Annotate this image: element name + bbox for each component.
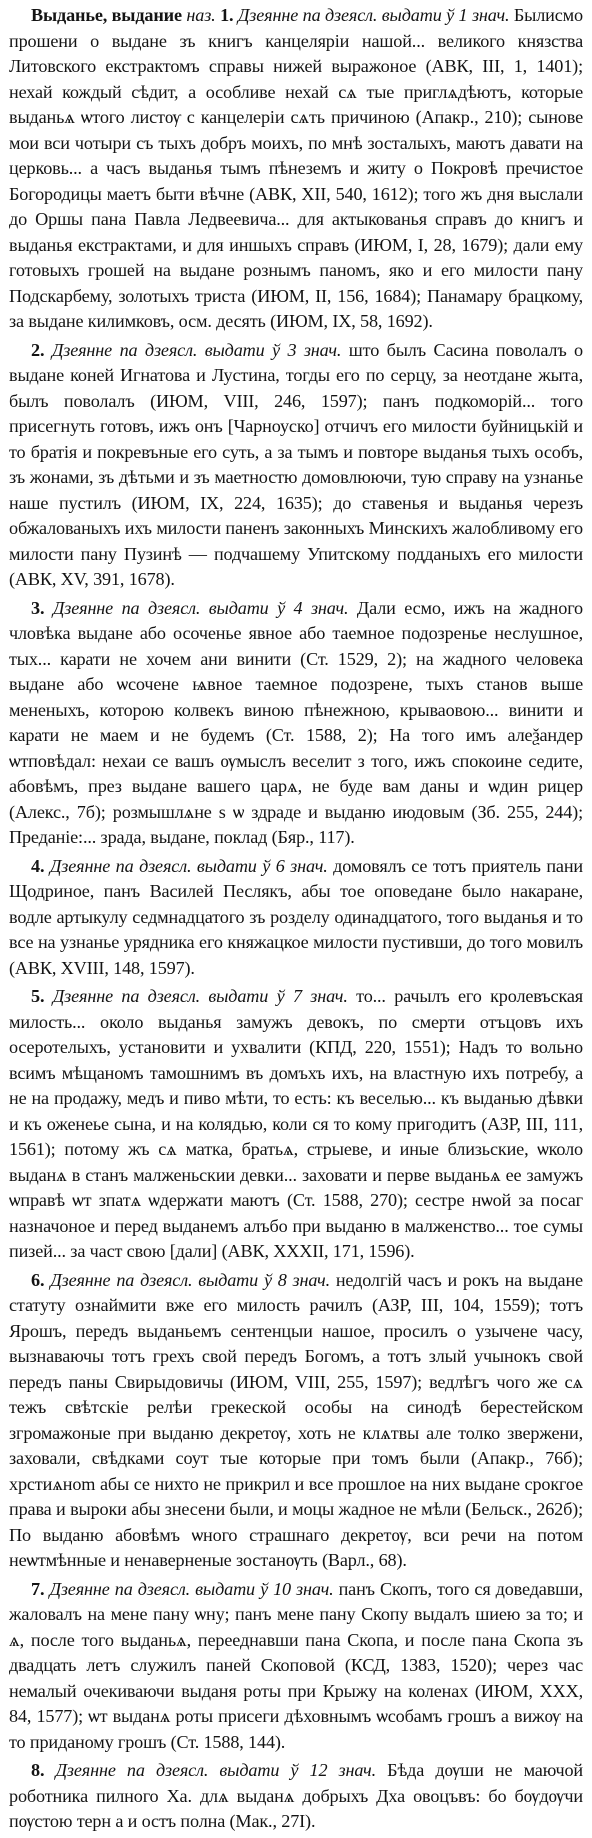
sense-definition: Дзеянне па дзеясл. выдати ў 10 знач. [49,1578,334,1599]
entry-sense-7 [9,1577,583,1756]
sense-citations: Дали есмо, ижъ на жадного чловѣка выдане або осоченье явное або таемное подозренье неслушное, тых... карати не хочем ани винити (Ст. 1529, 2); на жадного человека выдане або ѡсочене ѩвное таемное подозрене, тыхъ станов выше менeныхъ, которою колвекъ виною пѣнежною, крываовою... винити и карати не маем и не будемъ (Ст. 1588, 2); На того имъ алеѯандер ѡтповѣдал: нехаи се вашъ ѹмыслъ веселит з того, ижъ спокоине седите, абовѣмъ, през выдане вашего царѧ, не буде вам даны и ѡдин рицер (Алекс., 7б); розмышлѧне ѕ ѡ здраде и выданю июдовым (Зб. 255, 244); Преданiе:... зрада, выдане, поклад (Бяр., 117). [9,597,583,847]
sense-number: 2. [31,339,45,360]
sense-citations: недолгiй часъ и рокъ на выдане статуту ознаймити вже его милость рачилъ (АЗР, III, 104, 1559); тотъ Ярошъ, передъ выданьемъ сентенцыи нашое, просилъ о узычене часу, вызнаваючы тотъ грехъ свой передъ Богомъ, а тотъ злый учынокъ свой передъ паны Свирыдовичы (ИЮМ, VIII, 255, 1597); ведлѣгъ чого же сѧ тежъ свѣтскiе релѣи грекеской особы на синодѣ берестейском згромажоные при выданю декретѹ, хоть не клѧтвы але толко звержени, заховали, свѣдками соут тые которые при томъ были (Апакр., 76б); хрстиѧнom абы се нихто не прикрил и все прошлое на них выдане срокгое права и выроки абы знесени были, и моцы жадное не мѣли (Бельск., 262б); По выданю абовѣмъ ѡного страшнаго декретѹ, вси речи на потом неѡтмѣнные и ненавернeные зостанѹть (Варл., 68). [9,1269,583,1570]
sense-definition: Дзеянне па дзеясл. выдати ў 6 знач. [49,855,328,876]
entry-sense-6 [9,1268,583,1574]
sense-citations: што былъ Сасина поволалъ о выдане коней Игнатова и Лустина, тогды его по серцу, за неотдане жыта, былъ поволалъ (ИЮМ, VIII, 246, 1597); панъ подкоморiй... того присегнуть готовъ, ижъ онъ [Чарноуско] отчичъ его милости буйницькiй и то братiя и покревъные его суть, а за тымъ и повторе выданья тыхъ особъ, зъ жонами, зъ дѣтьми и зъ маетностю домовлюючи, тую справу на узнанье наше пустилъ (ИЮМ, IX, 224, 1635); до ставенья и выданья черезъ обжалованыхъ ихъ милости паненъ законныхъ Минскихъ жалобливому его милости пану Пузинѣ — подчашему Упитскому подданыхъ его милости (АВК, XV, 391, 1678). [9,339,584,589]
sense-citations: домовялъ се тотъ приятель пани Щодриноe, панъ Василей Песлякъ, абы тое оповедане было накаране, водле артыкулу седмнадцатого зъ розделу одинадцатого, того выданья и то все на узнанье урядника его княжацкое милости пустивши, до того мовилъ (АВК, XVIII, 148, 1597). [9,855,584,978]
entry-sense-8 [9,1758,583,1835]
sense-citations: панъ Скопъ, того ся доведавши, жаловалъ на мене пану ѡнy; панъ мене пану Скопу выдалъ шиею за то; и ѧ, после того выданьѧ, перееднавши пана Скопа, и после пана Скопа зъ двадцать летъ служилъ паней Скоповой (КСД, 1383, 1520); через час немалый очекиваючи выданя роты при Крыжу на коленах (ИЮМ, XXX, 84, 1577); ѡт выданѧ роты присеги дѣховнымъ ѡсобамъ грошъ а вижѹ на то приданому грошъ (Ст. 1588, 144). [9,1578,583,1752]
sense-number: 5. [31,986,45,1006]
sense-definition: Дзеянне па дзеясл. выдати ў 1 знач. [237,5,510,25]
sense-definition: Дзеянне па дзеясл. выдати ў 8 знач. [50,1269,330,1290]
sense-definition: Дзеянне па дзеясл. выдати ў 7 знач. [52,986,348,1006]
entry-sense-4 [9,854,583,982]
sense-definition: Дзеянне па дзеясл. выдати ў 3 знач. [51,339,342,360]
sense-citations: Бѣда дѹши не маючой роботника пилного Ха. длѧ выданѧ добрыхъ Дха овоцъвъ: бо бѹдѹчи пѹстою терн а и остъ полна (Мак., 27І). [9,1760,583,1831]
sense-definition: Дзеянне па дзеясл. выдати ў 12 знач. [55,1760,376,1780]
sense-definition: Дзеянне па дзеясл. выдати ў 4 знач. [52,597,349,618]
part-of-speech: наз. [186,5,216,25]
sense-number: 8. [31,1760,45,1780]
entry-sense-3 [9,596,583,851]
sense-citations: то... рачылъ его кролевъская милость... около выданья замужъ девокъ, по смерти отъцовъ ихъ осеротелыхъ, установити и ухвалити (КПД, 220, 1551); Надъ то вольно всимъ мѣщаномъ тамошнимъ въ домъхъ ихъ, на властную ихъ потребу, а не на продажу, медъ и пиво мѣти, то есть: къ веселью... къ выданью дѣвки и къ оженеье сына, и на колядью, коли ся то кому пригодитъ (АЗР, III, 111, 1561); потому жъ сѧ матка, братьѧ, стрыеве, и иные близьскиe, ѡколо выданѧ в станъ малженьскии девки... заховати и перве выданьѧ ее замужъ ѡправѣ ѡт зпатѧ ѡдержати маютъ (Ст. 1588, 270); сестре нѡой за посаг назначоное и перед выданемъ алъбо при выданю в малженство... тое сумы пизей... за част свою [дали] (АВК, XXXII, 171, 1596). [9,986,584,1261]
sense-number: 7. [31,1578,45,1599]
entry-sense-2 [9,338,583,593]
entry-sense-5 [9,984,583,1265]
dictionary-page [9,3,583,1838]
sense-number: 3. [31,597,45,618]
sense-citations: Былисмо прошени о выдане зъ книгъ канцелярiи нашой... великого князства Литовского екстрактомъ справы нижей выражоное (АВК, III, 1, 1401); нехай кождый сѣдит, а особливе нехай сѧ тые приглѧдѣютъ, которые выданьѧ ѡтого листѹ с канцелерiи сѧть причиною (Апакр., 210); сынове мои вси чотыри съ тыхъ добръ моихъ, по мнѣ зосталыхъ, маютъ давати на церковь... а часъ выданья тымъ пѣнеземъ и житу о Покровѣ пречистое Богородицы маетъ быти вѣчне (АВК, XII, 540, 1612); того жъ дня выслали до Оршы пана Павла Ледвеевича... для актыкованья справъ до книгъ и выданья екстрактами, и для иншыхъ справъ (ИЮМ, I, 28, 1679); дали ему готовыхъ грошей на выдане рознымъ паномъ, яко и его милости пану Подскарбему, золотыхъ триста (ИЮМ, II, 156, 1684); Панамару брацкому, за выдане килимковъ, осм. десять (ИЮМ, IX, 58, 1692). [9,5,583,331]
sense-number: 1. [220,5,234,25]
sense-number: 6. [31,1269,45,1290]
entry-sense-1 [9,3,583,335]
headword: Выданье, выдание [31,5,182,25]
sense-number: 4. [31,855,45,876]
